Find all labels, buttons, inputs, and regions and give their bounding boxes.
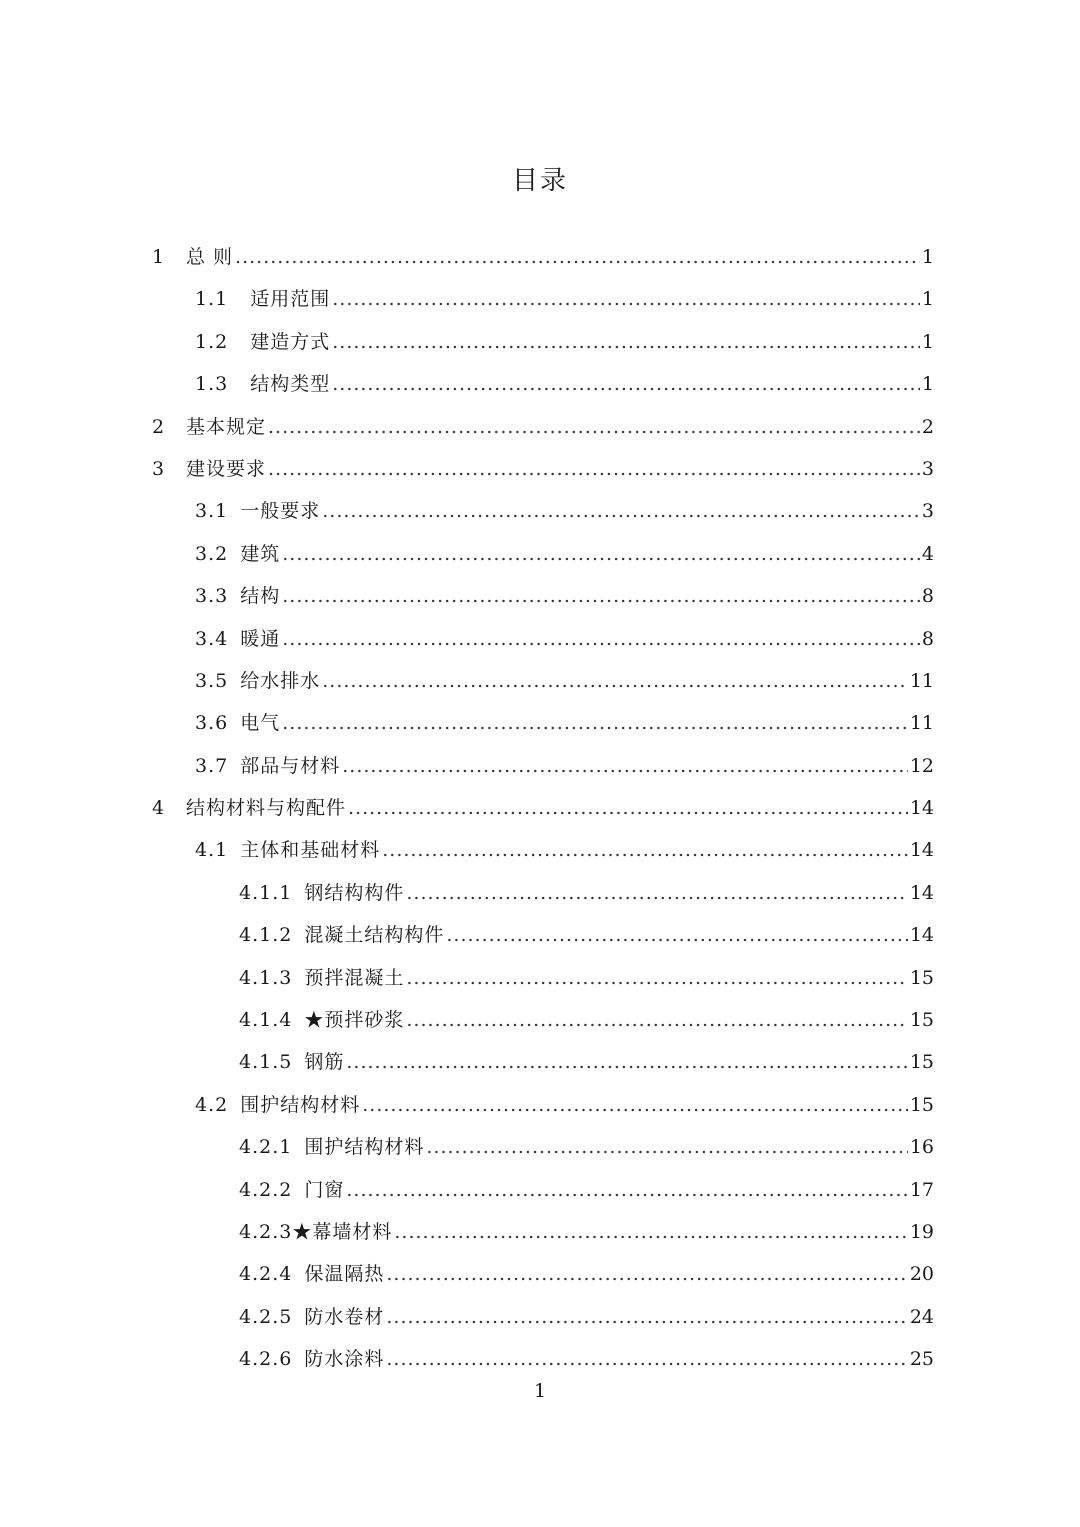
dot-leader xyxy=(282,575,920,617)
entry-number: 4.1.4 xyxy=(239,1009,293,1032)
entry-number: 1.3 xyxy=(195,373,229,396)
entry-page-number: 25 xyxy=(909,1348,934,1371)
entry-page-number: 14 xyxy=(909,839,934,862)
entry-title: 基本规定 xyxy=(186,415,267,438)
entry-page-number: 16 xyxy=(909,1136,934,1159)
dot-leader xyxy=(322,660,908,702)
entry-number: 4.2.1 xyxy=(239,1136,293,1159)
page-title: 目录 xyxy=(511,166,568,196)
entry-title: 总 则 xyxy=(186,246,234,268)
dot-leader xyxy=(348,787,908,829)
entry-page-number: 17 xyxy=(909,1178,934,1201)
toc-entry[interactable] xyxy=(152,1296,934,1338)
entry-page-number: 14 xyxy=(909,924,934,947)
entry-title: 结构类型 xyxy=(250,373,331,396)
toc-entry[interactable] xyxy=(152,278,934,320)
entry-number: 2 xyxy=(152,415,166,438)
dot-leader xyxy=(386,1338,907,1380)
entry-page-number: 3 xyxy=(921,500,934,523)
dot-leader xyxy=(406,872,907,914)
dot-leader xyxy=(235,236,920,278)
toc-entry[interactable] xyxy=(152,872,934,914)
dot-leader xyxy=(268,406,920,448)
entry-title: 部品与材料 xyxy=(240,754,341,777)
entry-page-number: 1 xyxy=(921,330,934,353)
toc-entry[interactable] xyxy=(152,1126,934,1168)
dot-leader xyxy=(394,1211,907,1253)
entry-number: 3.3 xyxy=(195,585,229,608)
toc-entry[interactable] xyxy=(152,236,934,278)
toc-entry[interactable] xyxy=(152,533,934,575)
entry-title: 防水卷材 xyxy=(304,1305,385,1328)
entry-title: 混凝土结构构件 xyxy=(304,924,445,947)
toc-entry[interactable] xyxy=(152,1211,934,1253)
entry-number: 4.2 xyxy=(195,1093,229,1116)
entry-page-number: 24 xyxy=(909,1305,934,1328)
toc-entry[interactable] xyxy=(152,1084,934,1126)
entry-title: 门窗 xyxy=(304,1178,345,1201)
entry-number: 3 xyxy=(152,457,166,480)
entry-number: 3.6 xyxy=(195,712,229,735)
toc-entry[interactable] xyxy=(152,702,934,744)
entry-number: 4.1.2 xyxy=(239,924,293,947)
toc-entry[interactable] xyxy=(152,575,934,617)
entry-number: 4.2.2 xyxy=(239,1178,293,1201)
entry-number: 4.2.5 xyxy=(239,1305,293,1328)
entry-page-number: 14 xyxy=(909,881,934,904)
toc-entry[interactable] xyxy=(152,363,934,405)
dot-leader xyxy=(346,1169,907,1211)
dot-leader xyxy=(446,914,907,956)
entry-page-number: 2 xyxy=(921,415,934,438)
entry-number: 3.2 xyxy=(195,542,229,565)
entry-page-number: 15 xyxy=(909,1093,934,1116)
dot-leader xyxy=(426,1126,907,1168)
toc-entry[interactable] xyxy=(152,999,934,1041)
entry-title: 围护结构材料 xyxy=(240,1093,361,1116)
toc-entry[interactable] xyxy=(152,829,934,871)
entry-number: 4.1.3 xyxy=(239,966,293,989)
entry-page-number: 19 xyxy=(909,1220,934,1243)
entry-title: 结构 xyxy=(240,585,281,608)
dot-leader xyxy=(332,363,920,405)
entry-page-number: 11 xyxy=(909,669,934,692)
entry-title: 围护结构材料 xyxy=(304,1136,425,1159)
entry-number: 3.5 xyxy=(195,669,229,692)
entry-number: 3.7 xyxy=(195,754,229,777)
entry-page-number: 4 xyxy=(921,542,934,565)
toc-entry[interactable] xyxy=(152,1041,934,1083)
toc-entry[interactable] xyxy=(152,618,934,660)
entry-page-number: 3 xyxy=(921,457,934,480)
toc-entry[interactable] xyxy=(152,787,934,829)
toc-entry[interactable] xyxy=(152,1169,934,1211)
entry-page-number: 1 xyxy=(921,288,934,311)
entry-title: 防水涂料 xyxy=(304,1348,385,1371)
entry-number: 4.2.3 xyxy=(239,1220,293,1243)
entry-title: 钢结构构件 xyxy=(304,881,405,904)
dot-leader xyxy=(386,1253,907,1295)
dot-leader xyxy=(406,999,907,1041)
dot-leader xyxy=(346,1041,907,1083)
entry-title: 电气 xyxy=(240,712,281,735)
dot-leader xyxy=(322,490,920,532)
dot-leader xyxy=(362,1084,908,1126)
entry-title: 保温隔热 xyxy=(304,1263,385,1286)
entry-title: 暖通 xyxy=(240,627,281,650)
dot-leader xyxy=(282,702,908,744)
entry-title: 钢筋 xyxy=(304,1051,345,1074)
toc-entry[interactable] xyxy=(152,1338,934,1380)
entry-page-number: 1 xyxy=(921,373,934,396)
entry-number: 4.1.5 xyxy=(239,1051,293,1074)
toc-entry[interactable] xyxy=(152,1253,934,1295)
entry-number: 4.1 xyxy=(195,839,229,862)
toc-entry[interactable] xyxy=(152,914,934,956)
dot-leader xyxy=(332,278,920,320)
entry-page-number: 14 xyxy=(909,797,934,820)
toc-entry[interactable] xyxy=(152,448,934,490)
toc-entry[interactable] xyxy=(152,321,934,363)
entry-title: 预拌混凝土 xyxy=(304,966,405,989)
dot-leader xyxy=(382,829,908,871)
entry-number: 4.2.4 xyxy=(239,1263,293,1286)
table-of-contents xyxy=(152,236,934,1381)
toc-entry[interactable] xyxy=(152,490,934,532)
entry-page-number: 11 xyxy=(909,712,934,735)
toc-entry[interactable] xyxy=(152,406,934,448)
page-number: 1 xyxy=(533,1380,547,1402)
entry-title: 结构材料与构配件 xyxy=(186,797,347,820)
toc-entry[interactable] xyxy=(152,745,934,787)
entry-number: 4.1.1 xyxy=(239,881,293,904)
dot-leader xyxy=(282,533,920,575)
entry-title: 建筑 xyxy=(240,542,281,565)
toc-entry[interactable] xyxy=(152,660,934,702)
entry-number: 1.1 xyxy=(195,288,229,311)
entry-title: ★预拌砂浆 xyxy=(304,1009,405,1032)
entry-title: 建造方式 xyxy=(250,330,331,353)
dot-leader xyxy=(342,745,908,787)
entry-page-number: 12 xyxy=(909,754,934,777)
entry-page-number: 1 xyxy=(921,246,934,268)
entry-page-number: 15 xyxy=(909,1009,934,1032)
entry-page-number: 8 xyxy=(921,627,934,650)
entry-title: 一般要求 xyxy=(240,500,321,523)
entry-page-number: 20 xyxy=(909,1263,934,1286)
entry-title: ★幕墙材料 xyxy=(292,1220,393,1243)
entry-number: 3.4 xyxy=(195,627,229,650)
toc-entry[interactable] xyxy=(152,957,934,999)
dot-leader xyxy=(282,618,920,660)
entry-title: 给水排水 xyxy=(240,669,321,692)
entry-title: 适用范围 xyxy=(250,288,331,311)
entry-number: 4.2.6 xyxy=(239,1348,293,1371)
entry-page-number: 8 xyxy=(921,585,934,608)
entry-page-number: 15 xyxy=(909,1051,934,1074)
entry-page-number: 15 xyxy=(909,966,934,989)
entry-title: 建设要求 xyxy=(186,457,267,480)
dot-leader xyxy=(386,1296,907,1338)
entry-number: 1.2 xyxy=(195,330,229,353)
dot-leader xyxy=(332,321,920,363)
dot-leader xyxy=(268,448,920,490)
entry-number: 1 xyxy=(152,246,166,268)
dot-leader xyxy=(406,957,907,999)
entry-title: 主体和基础材料 xyxy=(240,839,381,862)
entry-number: 4 xyxy=(152,797,166,820)
entry-number: 3.1 xyxy=(195,500,229,523)
